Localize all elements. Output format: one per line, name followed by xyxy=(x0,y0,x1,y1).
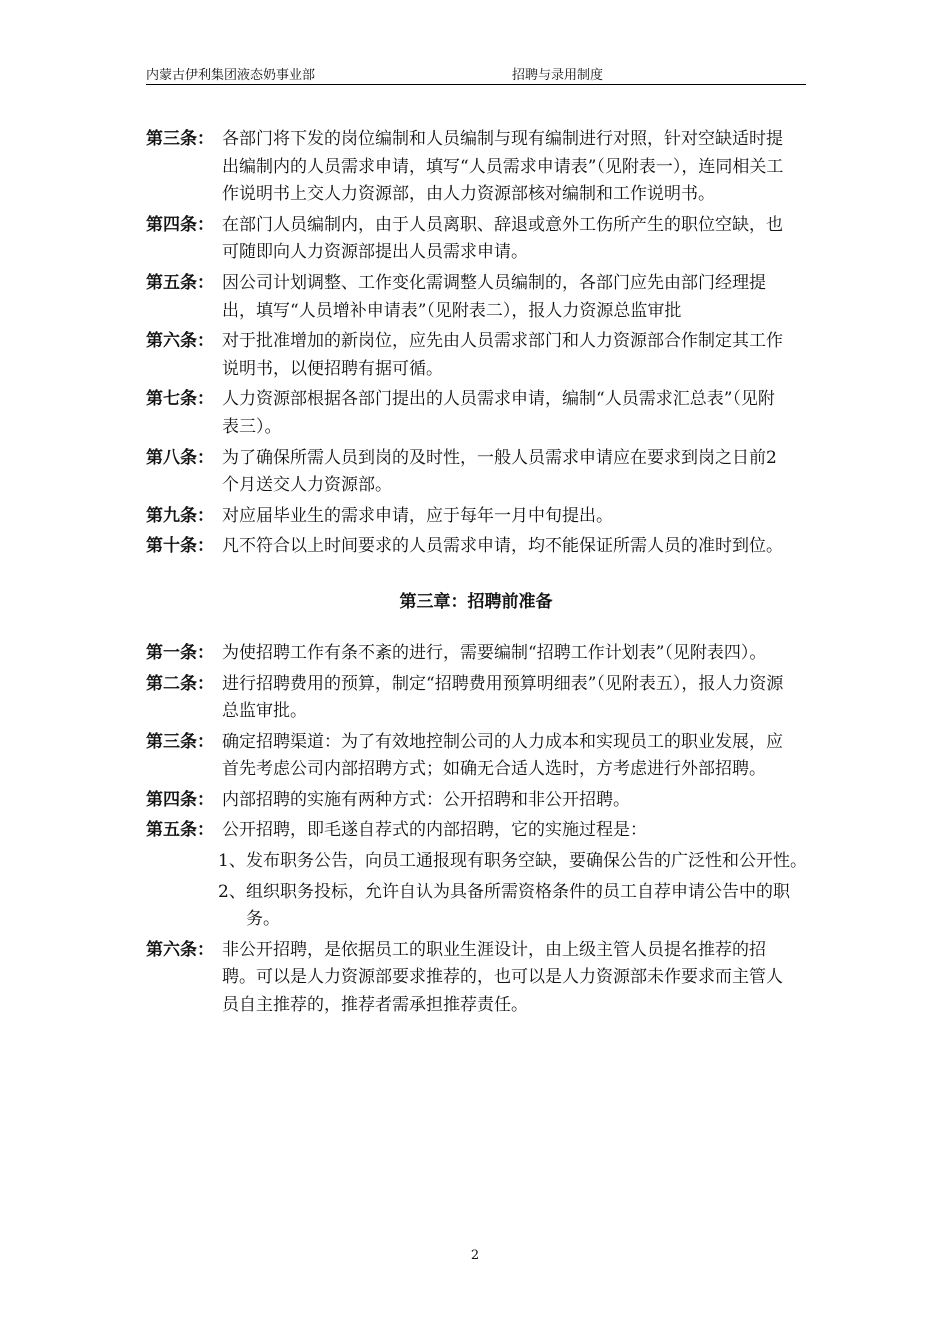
article-label: 第三条： xyxy=(146,731,214,752)
article-text: 为使招聘工作有条不紊的进行，需要编制“招聘工作计划表”（见附表四）。 xyxy=(222,642,767,663)
document-body xyxy=(146,126,826,1023)
article-text: 公开招聘，即毛遂自荐式的内部招聘，它的实施过程是： xyxy=(222,820,647,841)
article-text: 确定招聘渠道：为了有效地控制公司的人力成本和实现员工的职业发展，应首先考虑公司内部招聘方式；如确无合适人选时，方考虑进行外部招聘。 xyxy=(222,731,783,780)
article-text: 对于批准增加的新岗位，应先由人员需求部门和人力资源部合作制定其工作说明书，以便招聘有据可循。 xyxy=(222,331,783,379)
article-label: 第四条： xyxy=(146,789,214,810)
article-label: 第十条： xyxy=(146,536,214,557)
chapter3-article-1 xyxy=(146,640,826,668)
article-label: 第四条： xyxy=(146,214,214,235)
article-text: 因公司计划调整、工作变化需调整人员编制的，各部门应先由部门经理提出，填写“人员增补申请表”（见附表二），报人力资源总监审批 xyxy=(222,272,766,321)
article-text: 进行招聘费用的预算，制定“招聘费用预算明细表”（见附表五），报人力资源总监审批。 xyxy=(222,673,784,722)
article-text: 各部门将下发的岗位编制和人员编制与现有编制进行对照，针对空缺适时提出编制内的人员需求申请，填写“人员需求申请表”（见附表一），连同相关工作说明书上交人力资源部，由人力资源部核对编制和工作说明书。 xyxy=(222,129,784,205)
header-document-title: 招聘与录用制度 xyxy=(512,68,604,83)
chapter3-article-3 xyxy=(146,729,826,784)
article-label: 第五条： xyxy=(146,820,214,841)
article-text: 人力资源部根据各部门提出的人员需求申请，编制“人员需求汇总表”（见附表三）。 xyxy=(222,389,775,437)
article-label: 第六条： xyxy=(146,331,214,352)
list-item-number: 2、 xyxy=(218,881,246,902)
chapter3-article-2 xyxy=(146,671,826,726)
page-header xyxy=(146,62,806,85)
article-text: 凡不符合以上时间要求的人员需求申请，均不能保证所需人员的准时到位。 xyxy=(222,536,783,557)
article-label: 第七条： xyxy=(146,389,214,410)
list-item xyxy=(146,879,826,934)
article-3 xyxy=(146,126,826,209)
article-label: 第八条： xyxy=(146,447,214,468)
article-6 xyxy=(146,328,826,383)
chapter3-article-5 xyxy=(146,817,826,845)
article-4 xyxy=(146,212,826,267)
article-label: 第九条： xyxy=(146,505,214,526)
article-label: 第二条： xyxy=(146,673,214,694)
list-item xyxy=(146,848,826,876)
article-label: 第六条： xyxy=(146,939,214,960)
article-text: 为了确保所需人员到岗的及时性，一般人员需求申请应在要求到岗之日前2个月送交人力资源部。 xyxy=(222,447,777,496)
article-label: 第三条： xyxy=(146,129,214,149)
article-9 xyxy=(146,503,826,531)
article-5 xyxy=(146,270,826,325)
article-10 xyxy=(146,533,826,561)
page-number: 2 xyxy=(470,1248,480,1263)
list-item-text: 发布职务公告，向员工通报现有职务空缺，要确保公告的广泛性和公开性。 xyxy=(246,851,807,872)
chapter-heading: 第三章：招聘前准备 xyxy=(399,591,553,612)
article-label: 第一条： xyxy=(146,642,214,663)
article-text: 内部招聘的实施有两种方式：公开招聘和非公开招聘。 xyxy=(222,789,630,810)
article-text: 非公开招聘，是依据员工的职业生涯设计，由上级主管人员提名推荐的招聘。可以是人力资源部要求推荐的，也可以是人力资源部未作要求而主管人员自主推荐的，推荐者需承担推荐责任。 xyxy=(222,939,783,1016)
article-text: 对应届毕业生的需求申请，应于每年一月中旬提出。 xyxy=(222,505,613,526)
article-label: 第五条： xyxy=(146,272,214,293)
article-7 xyxy=(146,386,826,441)
article-8 xyxy=(146,445,826,500)
chapter3-article-4 xyxy=(146,787,826,815)
header-organization: 内蒙古伊利集团液态奶事业部 xyxy=(146,68,316,83)
chapter3-article-6 xyxy=(146,937,826,1020)
list-item-number: 1、 xyxy=(218,851,246,872)
list-item-text: 组织职务投标，允许自认为具备所需资格条件的员工自荐申请公告中的职务。 xyxy=(246,881,790,930)
article-text: 在部门人员编制内，由于人员离职、辞退或意外工伤所产生的职位空缺，也可随即向人力资源部提出人员需求申请。 xyxy=(222,214,783,263)
